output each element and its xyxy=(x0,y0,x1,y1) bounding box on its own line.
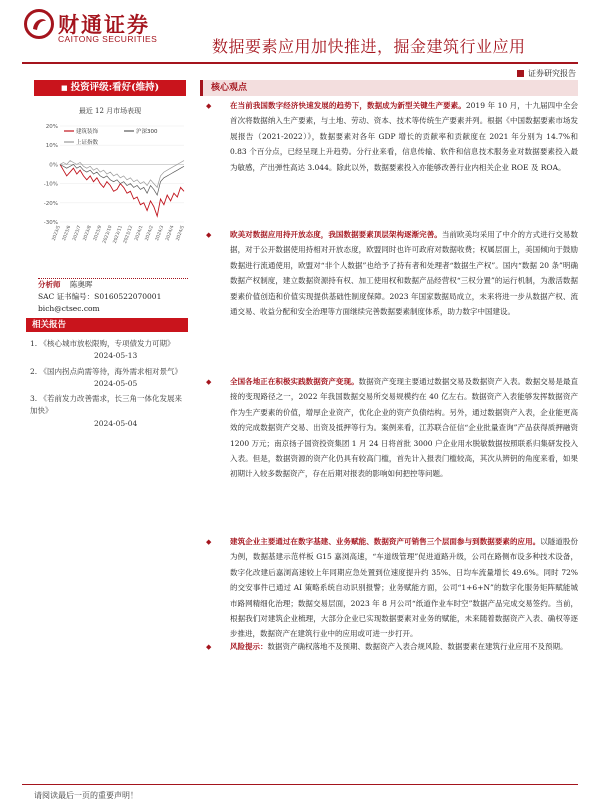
chart-xtick-label: 2024/5 xyxy=(175,224,186,242)
report-type-label: 证券研究报告 xyxy=(517,68,576,79)
related-report-item[interactable] xyxy=(30,366,186,391)
related-reports-list xyxy=(30,338,186,433)
related-report-item[interactable] xyxy=(30,338,186,363)
diamond-bullet-icon: ◆ xyxy=(206,378,212,386)
chart-legend-label: 上证指数 xyxy=(76,140,99,146)
diamond-bullet-icon: ◆ xyxy=(206,231,212,239)
chart-xtick-label: 2024/4 xyxy=(165,224,176,242)
related-report-title[interactable]: 1. 《核心城市放松限购，专项债发力可期》 xyxy=(30,339,175,348)
chart-xtick-label: 2023/5 xyxy=(51,224,62,242)
chart-xtick-label: 2024/3 xyxy=(155,224,166,242)
chart-ytick-label: 10% xyxy=(45,143,58,150)
chart-xtick-label: 2023/8 xyxy=(82,224,93,242)
chart-xtick-label: 2023/11 xyxy=(112,224,124,245)
related-report-date: 2024-05-04 xyxy=(94,418,138,428)
logo-cn: 财通证券 xyxy=(58,13,150,37)
chart-series-line-2 xyxy=(60,164,184,195)
chart-ytick-label: 20% xyxy=(45,124,58,130)
paragraph-heading: 全国各地正在积极实践数据资产变现。 xyxy=(230,377,359,386)
chart-legend-label: 建筑装饰 xyxy=(76,129,99,135)
analyst-block xyxy=(38,276,188,315)
view-paragraph-4 xyxy=(200,534,578,642)
chart-legend-label: 沪深300 xyxy=(136,129,158,135)
rating-label: 投资评级:看好(维持) xyxy=(70,82,160,93)
related-report-title[interactable]: 3. 《若前发力改善需求，长三角一体化发展来加快》 xyxy=(30,394,183,416)
paragraph-body: 2019 年 10 月，十九届四中全会首次将数据纳入生产要素，与土地、劳动、资本、技术等传统生产要素并列。根据《中国数据要素市场发展报告（2021-2022）》，数据要素对各年 GDP 增长的贡献率和贡献度在 2021 年分别为 14.7%和 0.83 个百分点，已经呈现上升趋势。分行业来看，信息传输、软件和信息技术服务业对数据要素投入最为敏感，产出弹性高达 3.044。除此以外，数据要素投入亦能够改善行业内相关企业 ROE 及 ROA。 xyxy=(230,101,578,172)
analyst-sac: SAC 证书编号：S0160522070001 xyxy=(38,292,162,301)
analyst-email[interactable]: bich@ctsec.com xyxy=(38,304,100,313)
chart-xtick-label: 2023/10 xyxy=(102,224,114,245)
rating-arrow-icon: ■ xyxy=(60,83,68,92)
paragraph-heading: 建筑企业主要通过在数字基建、业务赋能、数据资产可销售三个层面参与到数据要素的应用。 xyxy=(230,537,541,546)
related-report-date: 2024-05-05 xyxy=(94,378,138,388)
paragraph-heading: 欧美对数据应用持开放态度，我国数据要素顶层架构逐渐完善。 xyxy=(230,230,442,239)
diamond-bullet-icon: ◆ xyxy=(206,643,212,651)
chart-xtick-label: 2023/6 xyxy=(62,224,73,242)
diamond-bullet-icon: ◆ xyxy=(206,102,212,110)
chart-ytick-label: -20% xyxy=(43,200,58,207)
chart-xtick-label: 2024/2 xyxy=(144,224,155,242)
chart-xtick-label: 2023/9 xyxy=(93,224,104,242)
header-divider xyxy=(22,62,578,64)
performance-chart-svg xyxy=(38,122,188,254)
section-title-core-views: 核心观点 xyxy=(200,80,578,96)
performance-chart-title: 最近 12 月市场表现 xyxy=(78,107,142,115)
paragraph-body: 数据资产确权落地不及预期、数据资产入表合规风险、数据要素在建筑行业应用不及预期。 xyxy=(267,642,568,651)
related-report-date: 2024-05-13 xyxy=(94,351,138,361)
chart-ytick-label: -30% xyxy=(43,220,58,226)
paragraph-body: 数据资产变现主要通过数据交易及数据资产入表。数据交易是最直接的变现路径之一，2022 年我国数据交易所交易规模约在 40 亿左右。数据资产入表能够发挥数据资产作为生产要素的价值，增厚企业资产，优化企业的资产负债结构。另外，通过数据资产入表，企业能更高效的完成数据资产交易、出资及抵押等行为。案例来看，江苏联合征信“企业批量查询”产品获得质押融资 1200 万元；南京扬子国资投资集团 1 月 24 日将首批 3000 户企业用水脱敏数据按照联系归集研发投入入表。但是，数据资源的资产化仍具有较高门槛，首先计入报表门槛较高，其次从辨钥的角度来看，如果初期计入较多数据资产，存在后期对报表的影响如何把控等问题。 xyxy=(230,377,579,479)
caitong-logo-icon xyxy=(24,9,54,39)
rating-bar xyxy=(34,80,186,96)
paragraph-heading: 风险提示： xyxy=(230,642,268,651)
performance-chart xyxy=(38,122,188,254)
related-report-item[interactable] xyxy=(30,393,186,430)
related-reports-header: 相关报告 xyxy=(26,318,188,332)
view-paragraph-2 xyxy=(200,227,578,319)
related-report-title[interactable]: 2. 《国内拐点尚需等待，海外需求相对景气》 xyxy=(30,366,183,376)
view-paragraph-1 xyxy=(200,98,578,175)
chart-xtick-label: 2023/12 xyxy=(123,224,135,245)
paragraph-body: 当前欧美均采用了中介的方式进行交易数据，对于公开数据使用持相对开放态度，欧盟同时也许可政府对数据收费；权属层面上，美国倾向于鼓励数据进行流通使用，欧盟对“非个人数据”也给予了持有者和处理者“数据生产权”。国内“数据 20 条”明确数据产权制度，建立数据资源持有权、加工使用权和数据产品经营权“三权分置”的运行机制，为激活数据要素价值创造和价值实现提供基础性制度保障。2023 年国家数据局成立，未来将进一步从数据产权、流通交易、收益分配和安全治理等方面继续完善数据要素制度体系，助力数字中国建设。 xyxy=(230,230,579,317)
chart-xtick-label: 2023/7 xyxy=(72,224,83,242)
paragraph-heading: 在当前我国数字经济快速发展的趋势下，数据成为新型关键生产要素。 xyxy=(230,101,466,110)
paragraph-body: 以隧道股份为例，数据基建示范样板 G15 嘉浏高速，“车道级管理”促进道路升级，公司在路侧布设多种技术设备，数字化改建后嘉浏高速较上年同期应急处置到位速度提升约 35%、日均车流量增长 49.6%。同时 72%的交安事件已通过 AI 策略系统自动识别报警；业务赋能方面，公司“1+6+N”的数字化服务矩阵赋能城市路网精细化治理；数据交易层面，2023 年 8 月公司“纸道作业车时空”数据产品完成交易签约。当前，根据我们对建筑企业梳理，大部分企业已实现数据要素对业务的赋能，未来随着数据资产入表、确权等逐步推进，数据资产在建筑行业中的应用或可进一步打开。 xyxy=(230,537,579,639)
sidebar xyxy=(34,80,186,116)
analyst-label: 分析师 xyxy=(38,280,61,289)
chart-xtick-label: 2024/1 xyxy=(134,224,145,242)
footer-disclaimer-note: 请阅读最后一页的重要声明！ xyxy=(34,791,138,800)
report-title: 数据要素应用加快推进，掘金建筑行业应用 xyxy=(212,37,526,56)
view-paragraph-3 xyxy=(200,374,578,482)
diamond-bullet-icon: ◆ xyxy=(206,538,212,546)
chart-ytick-label: -10% xyxy=(43,181,58,188)
chart-series-line-1 xyxy=(60,164,184,216)
analyst-name: 陈奥晖 xyxy=(70,280,93,289)
view-paragraph-risk xyxy=(200,639,578,654)
logo-en: CAITONG SECURITIES xyxy=(58,34,158,44)
footer-divider xyxy=(22,784,578,785)
chart-ytick-label: 0% xyxy=(49,162,58,169)
